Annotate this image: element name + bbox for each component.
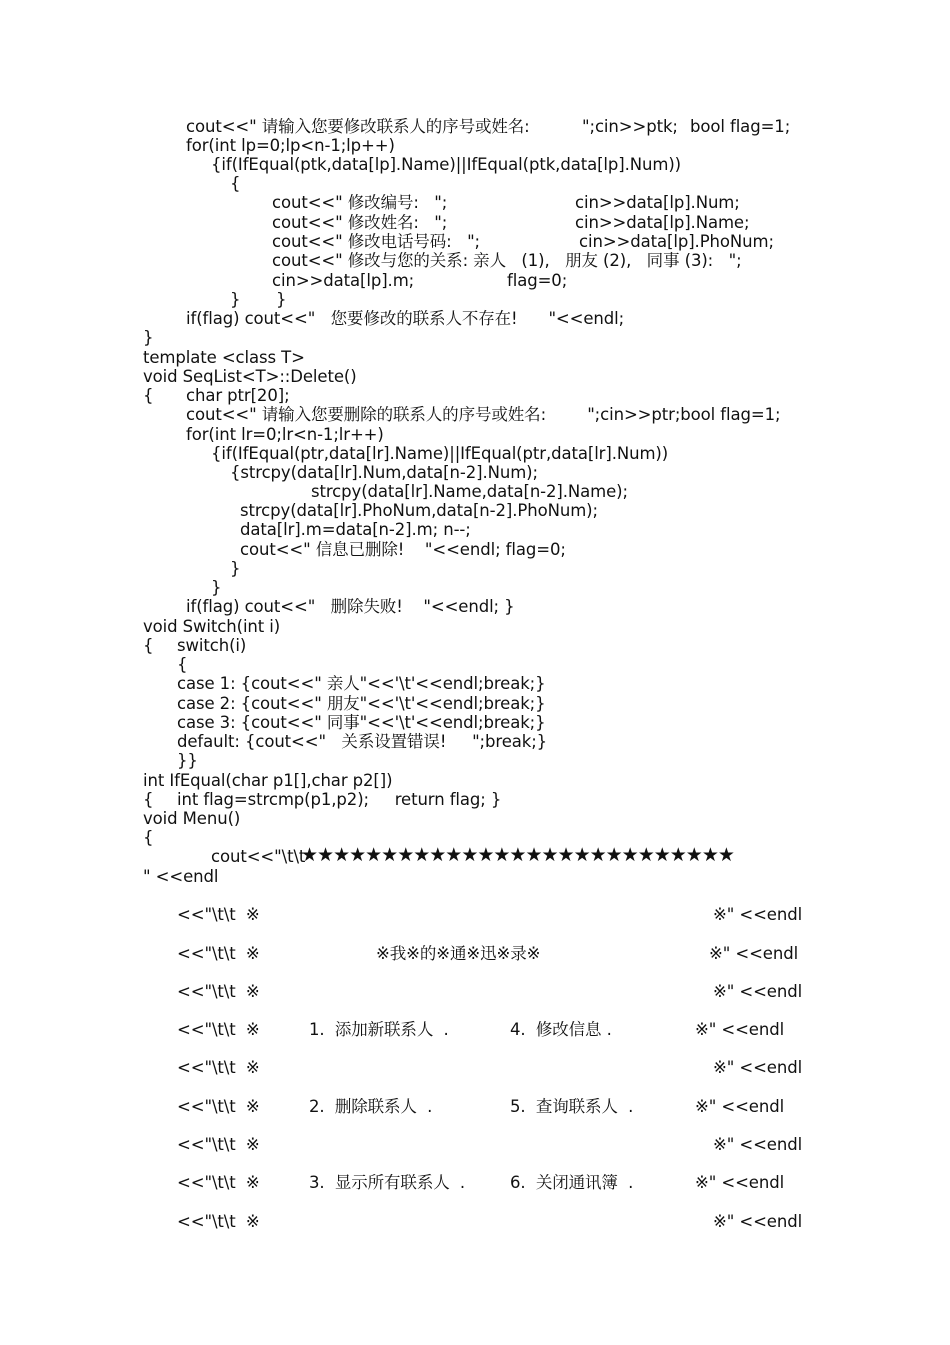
- code-line: case 3: {cout<<" 同事"<<'\t'<<endl;break;}: [177, 713, 546, 732]
- code-line: ";cin>>ptk;: [582, 117, 678, 136]
- code-line: cin>>data[lp].PhoNum;: [579, 232, 774, 251]
- code-line: }: [230, 290, 241, 309]
- code-line: }: [143, 328, 154, 347]
- code-line: case 2: {cout<<" 朋友"<<'\t'<<endl;break;}: [177, 694, 546, 713]
- code-line: bool flag=1;: [690, 117, 791, 136]
- code-line: cin>>data[lp].Name;: [575, 213, 750, 232]
- code-line: {if(IfEqual(ptr,data[lr].Name)||IfEqual(ptr,data[lr].Num)): [211, 444, 669, 463]
- menu-line-prefix: <<"\t\t ※: [177, 905, 260, 924]
- code-line: switch(i): [177, 636, 247, 655]
- menu-line-prefix: <<"\t\t ※: [177, 1135, 260, 1154]
- code-line: cout<<" 修改姓名: ";: [272, 213, 448, 232]
- code-line: cout<<" 信息已删除! "<<endl; flag=0;: [240, 540, 566, 559]
- code-line: void Switch(int i): [143, 617, 281, 636]
- code-line: cout<<" 修改编号: ";: [272, 193, 448, 212]
- menu-line-prefix: <<"\t\t ※: [177, 1173, 260, 1192]
- code-line: for(int lr=0;lr<n-1;lr++): [186, 425, 384, 444]
- menu-line-suffix: ※" <<endl: [713, 1058, 803, 1077]
- code-line: {: [143, 790, 154, 809]
- menu-line-suffix: ※" <<endl: [695, 1097, 785, 1116]
- menu-line-prefix: <<"\t\t ※: [177, 944, 260, 963]
- code-line: cout<<" 请输入您要删除的联系人的序号或姓名: ";cin>>ptr;bool flag=1;: [186, 405, 781, 424]
- menu-title: ※我※的※通※迅※录※: [376, 944, 541, 963]
- menu-item: 1. 添加新联系人 .: [309, 1020, 449, 1039]
- code-line: }: [211, 578, 222, 597]
- menu-line-prefix: <<"\t\t ※: [177, 1212, 260, 1231]
- star-border-line: ★★★★★★★★★★★★★★★★★★★★★★★★★★★: [301, 844, 734, 866]
- menu-line-suffix: ※" <<endl: [695, 1173, 785, 1192]
- code-line: cout<<" 修改与您的关系: 亲人 (1), 朋友 (2), 同事 (3): ";: [272, 251, 742, 270]
- code-line: cin>>data[lp].Num;: [575, 193, 740, 212]
- menu-line-prefix: <<"\t\t ※: [177, 1097, 260, 1116]
- menu-item: 4. 修改信息 .: [510, 1020, 612, 1039]
- menu-line-suffix: ※" <<endl: [713, 1212, 803, 1231]
- code-line: int flag=strcmp(p1,p2); return flag; }: [177, 790, 502, 809]
- code-line: case 1: {cout<<" 亲人"<<'\t'<<endl;break;}: [177, 674, 546, 693]
- code-line: cout<<"\t\t: [211, 847, 306, 866]
- code-line: cout<<" 请输入您要修改联系人的序号或姓名:: [186, 117, 530, 136]
- code-line: {: [143, 386, 154, 405]
- menu-line-prefix: <<"\t\t ※: [177, 982, 260, 1001]
- code-line: {strcpy(data[lr].Num,data[n-2].Num);: [230, 463, 538, 482]
- menu-line-suffix: ※" <<endl: [695, 1020, 785, 1039]
- menu-line-suffix: ※" <<endl: [713, 1135, 803, 1154]
- code-line: {: [143, 636, 154, 655]
- menu-line-suffix: ※" <<endl: [713, 982, 803, 1001]
- code-line: char ptr[20];: [186, 386, 290, 405]
- code-line: " <<endl: [143, 867, 219, 886]
- code-line: }: [230, 559, 241, 578]
- code-line: }: [276, 290, 287, 309]
- code-line: for(int lp=0;lp<n-1;lp++): [186, 136, 395, 155]
- code-line: strcpy(data[lr].Name,data[n-2].Name);: [311, 482, 628, 501]
- code-line: cin>>data[lp].m;: [272, 271, 415, 290]
- code-line: flag=0;: [507, 271, 568, 290]
- code-line: template <class T>: [143, 348, 305, 367]
- code-line: {: [230, 174, 241, 193]
- menu-item: 6. 关闭通讯簿 .: [510, 1173, 634, 1192]
- code-line: if(flag) cout<<" 您要修改的联系人不存在! "<<endl;: [186, 309, 625, 328]
- code-line: void Menu(): [143, 809, 241, 828]
- menu-item: 3. 显示所有联系人 .: [309, 1173, 466, 1192]
- menu-line-prefix: <<"\t\t ※: [177, 1058, 260, 1077]
- code-line: }}: [177, 751, 198, 770]
- code-line: void SeqList<T>::Delete(): [143, 367, 357, 386]
- code-line: int IfEqual(char p1[],char p2[]): [143, 771, 393, 790]
- code-line: cout<<" 修改电话号码: ";: [272, 232, 481, 251]
- code-line: {: [177, 655, 188, 674]
- code-line: strcpy(data[lr].PhoNum,data[n-2].PhoNum);: [240, 501, 598, 520]
- code-line: {: [143, 828, 154, 847]
- code-line: default: {cout<<" 关系设置错误! ";break;}: [177, 732, 548, 751]
- menu-item: 2. 删除联系人 .: [309, 1097, 433, 1116]
- code-line: data[lr].m=data[n-2].m; n--;: [240, 520, 471, 539]
- menu-item: 5. 查询联系人 .: [510, 1097, 634, 1116]
- menu-line-prefix: <<"\t\t ※: [177, 1020, 260, 1039]
- code-line: {if(IfEqual(ptk,data[lp].Name)||IfEqual(ptk,data[lp].Num)): [211, 155, 682, 174]
- menu-line-suffix: ※" <<endl: [713, 905, 803, 924]
- menu-line-suffix: ※" <<endl: [709, 944, 799, 963]
- code-line: if(flag) cout<<" 删除失败! "<<endl; }: [186, 597, 515, 616]
